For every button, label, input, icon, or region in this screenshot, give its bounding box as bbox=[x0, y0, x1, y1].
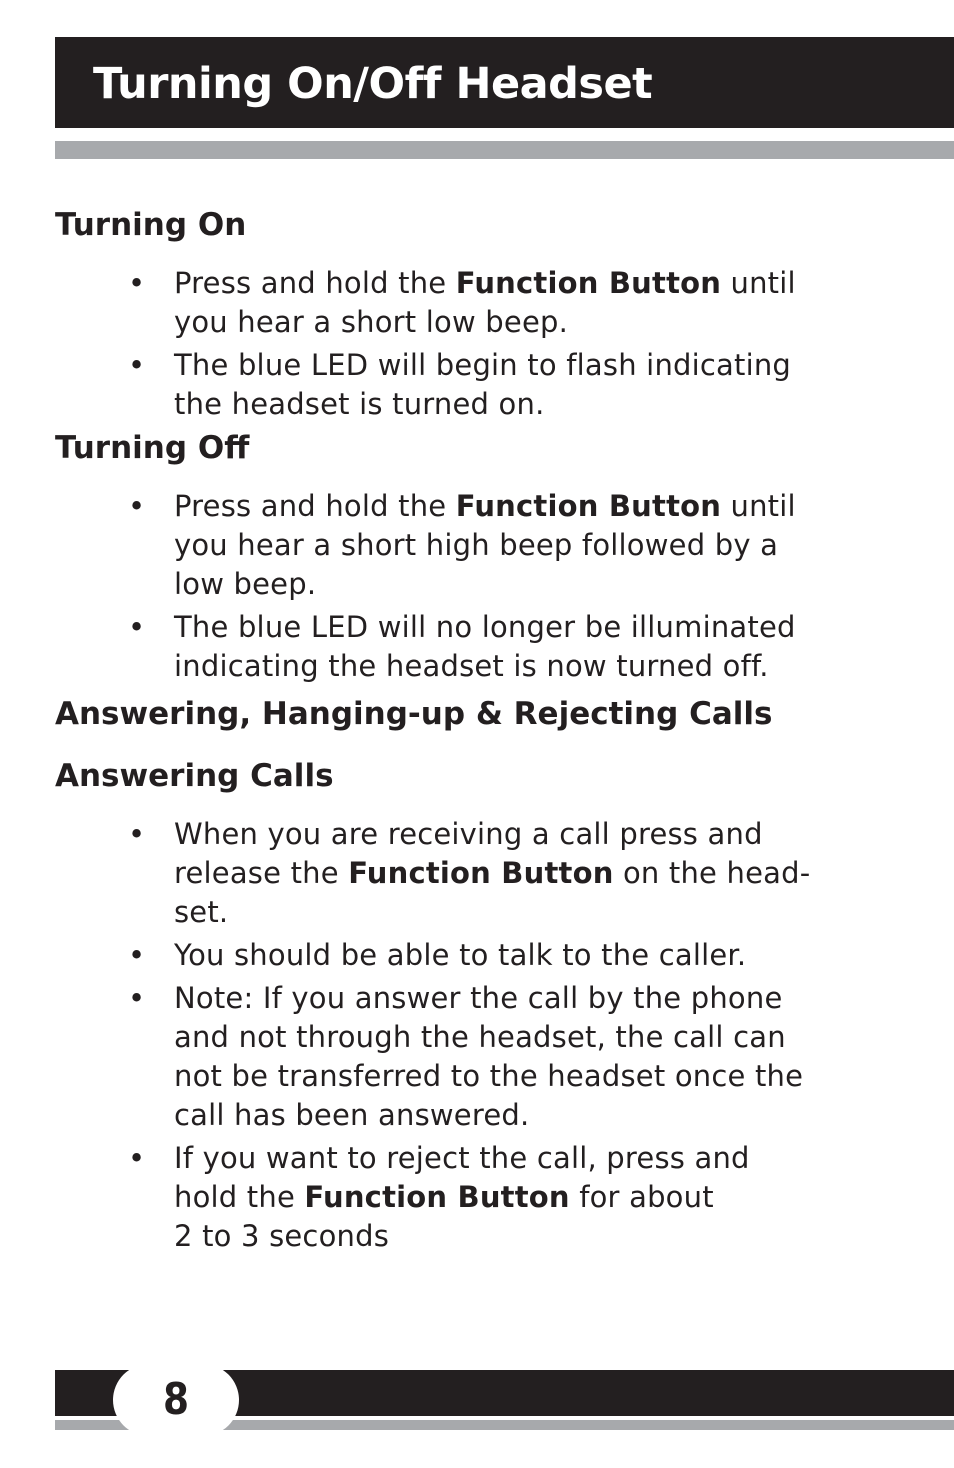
bullet-icon: • bbox=[128, 348, 146, 382]
turning-on-list bbox=[55, 264, 875, 424]
item-line: 2 to 3 seconds bbox=[174, 1219, 390, 1253]
item-line bbox=[174, 264, 875, 303]
heading-turning-off: Turning Off bbox=[55, 430, 250, 466]
item-line bbox=[174, 854, 875, 893]
item-line bbox=[174, 487, 875, 526]
list-item bbox=[55, 1139, 875, 1256]
item-line: Note: If you answer the call by the phone bbox=[174, 981, 783, 1015]
bullet-icon: • bbox=[128, 1141, 146, 1175]
item-line: low beep. bbox=[174, 567, 317, 601]
item-line: you hear a short low beep. bbox=[174, 305, 569, 339]
list-item bbox=[55, 936, 875, 975]
item-text: until bbox=[721, 266, 796, 300]
bullet-icon: • bbox=[128, 817, 146, 851]
item-line: If you want to reject the call, press and bbox=[174, 1141, 750, 1175]
page-number: 8 bbox=[162, 1374, 190, 1425]
page-title: Turning On/Off Headset bbox=[93, 59, 653, 109]
bullet-icon: • bbox=[128, 938, 146, 972]
list-item bbox=[55, 608, 875, 686]
item-line: When you are receiving a call press and bbox=[174, 817, 763, 851]
item-line: the headset is turned on. bbox=[174, 387, 545, 421]
bullet-icon: • bbox=[128, 610, 146, 644]
page-number-tab bbox=[113, 1364, 239, 1436]
item-line: set. bbox=[174, 895, 229, 929]
list-item bbox=[55, 979, 875, 1135]
function-button-term: Function Button bbox=[348, 856, 614, 890]
bullet-icon: • bbox=[128, 981, 146, 1015]
list-item bbox=[55, 487, 875, 604]
item-line: not be transferred to the headset once the bbox=[174, 1059, 804, 1093]
item-text: hold the bbox=[174, 1180, 305, 1214]
item-line: The blue LED will begin to flash indicating bbox=[174, 348, 792, 382]
function-button-term: Function Button bbox=[304, 1180, 570, 1214]
item-text: release the bbox=[174, 856, 349, 890]
page-content bbox=[55, 200, 875, 1256]
item-line: You should be able to talk to the caller. bbox=[174, 938, 747, 972]
item-line: and not through the headset, the call can bbox=[174, 1020, 786, 1054]
list-item bbox=[55, 815, 875, 932]
header-divider bbox=[55, 141, 954, 159]
item-line: The blue LED will no longer be illuminated bbox=[174, 610, 796, 644]
function-button-term: Function Button bbox=[455, 266, 722, 300]
heading-answering-calls: Answering Calls bbox=[55, 758, 334, 794]
heading-calls: Answering, Hanging-up & Rejecting Calls bbox=[55, 696, 773, 732]
bullet-icon: • bbox=[128, 489, 146, 523]
item-text: Press and hold the bbox=[174, 489, 456, 523]
heading-turning-on: Turning On bbox=[55, 207, 247, 243]
item-line: call has been answered. bbox=[174, 1098, 530, 1132]
item-line: indicating the headset is now turned off. bbox=[174, 649, 769, 683]
item-text: Press and hold the bbox=[174, 266, 456, 300]
list-item bbox=[55, 264, 875, 342]
item-line: you hear a short high beep followed by a bbox=[174, 528, 779, 562]
answering-calls-list bbox=[55, 815, 875, 1256]
item-line bbox=[174, 1178, 875, 1217]
item-text: on the head- bbox=[613, 856, 811, 890]
list-item bbox=[55, 346, 875, 424]
bullet-icon: • bbox=[128, 266, 146, 300]
header-bar bbox=[55, 37, 954, 128]
item-text: until bbox=[721, 489, 796, 523]
item-text: for about bbox=[569, 1180, 714, 1214]
function-button-term: Function Button bbox=[455, 489, 722, 523]
turning-off-list bbox=[55, 487, 875, 686]
